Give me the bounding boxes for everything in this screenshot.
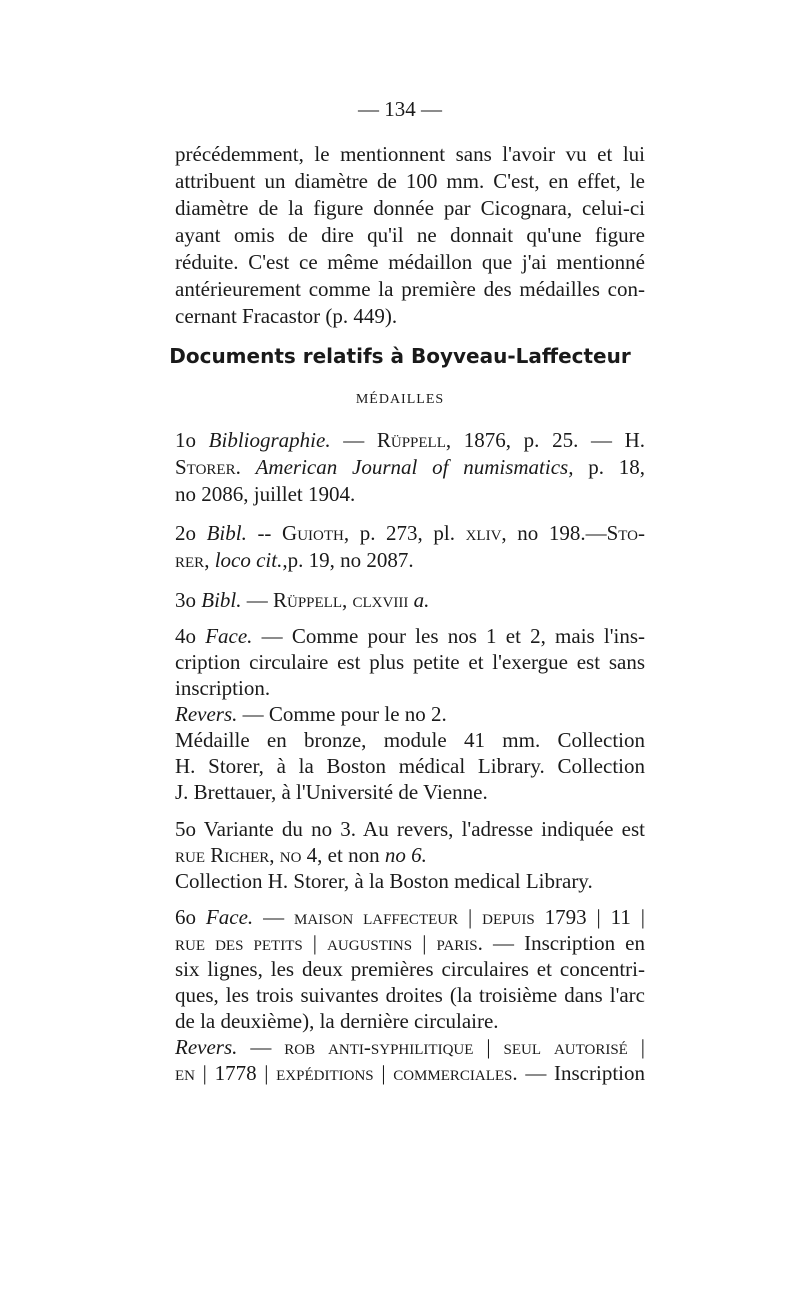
intro-line-1: précédemment, le mentionnent sans l'avoir vu et lui (175, 142, 645, 166)
entry-5-line-1: 5o Variante du no 3. Au revers, l'adresse indiquée est (175, 817, 645, 841)
entry-6-line-1: 6o Face. — maison laffecteur | depuis 1793 | 11 | (175, 905, 645, 929)
entry-3-line-1: 3o Bibl. — Rüppell, clxviii a. (175, 588, 430, 612)
intro-line-6: antérieurement comme la première des médailles con- (175, 277, 645, 301)
entry-6-line-4: ques, les trois suivantes droites (la troisième dans l'arc (175, 983, 645, 1007)
entry-4-line-7: J. Brettauer, à l'Université de Vienne. (175, 780, 488, 804)
intro-line-4: ayant omis de dire qu'il ne donnait qu'une figure (175, 223, 645, 247)
entry-4-line-5: Médaille en bronze, module 41 mm. Collection (175, 728, 645, 752)
entry-6-line-7: en | 1778 | expéditions | commerciales. — Inscription (175, 1061, 645, 1085)
entry-2-line-1: 2o Bibl. -- Guioth, p. 273, pl. xliv, no 198.—Sto- (175, 521, 645, 545)
entry-4-line-1: 4o Face. — Comme pour les nos 1 et 2, mais l'ins- (175, 624, 646, 648)
entry-1-line-2: Storer. American Journal of numismatics, p. 18, (175, 455, 646, 479)
entry-4-line-3: inscription. (175, 676, 271, 700)
intro-line-5: réduite. C'est ce même médaillon que j'ai mentionné (175, 250, 645, 274)
entry-6-line-3: six lignes, les deux premières circulaires et concentri- (175, 957, 645, 981)
entry-6-line-2: rue des petits | augustins | paris. — Inscription en (175, 931, 646, 955)
section-title: Documents relatifs à Boyveau-Laffecteur (169, 344, 631, 368)
page-number: — 134 — (358, 97, 442, 121)
entry-1-line-3: no 2086, juillet 1904. (175, 482, 356, 506)
section-subtitle: MÉDAILLES (355, 392, 445, 407)
intro-line-2: attribuent un diamètre de 100 mm. C'est, en effet, le (175, 169, 645, 193)
entry-2-line-2: rer, loco cit.,p. 19, no 2087. (175, 548, 414, 572)
entry-6-line-5: de la deuxième), la dernière circulaire. (175, 1009, 499, 1033)
entry-4-line-4: Revers. — Comme pour le no 2. (175, 702, 447, 726)
entry-5-line-2: rue Richer, no 4, et non no 6. (175, 843, 427, 867)
entry-6-line-6: Revers. — rob anti-syphilitique | seul autorisé | (175, 1035, 645, 1059)
intro-line-3: diamètre de la figure donnée par Cicognara, celui-ci (175, 196, 645, 220)
intro-line-7: cernant Fracastor (p. 449). (175, 304, 398, 328)
entry-5-line-3: Collection H. Storer, à la Boston medical Library. (175, 869, 593, 893)
entry-4-line-2: cription circulaire est plus petite et l'exergue est sans (175, 650, 645, 674)
entry-1-line-1: 1o Bibliographie. — Rüppell, 1876, p. 25. — H. (175, 428, 646, 452)
entry-4-line-6: H. Storer, à la Boston médical Library. Collection (175, 754, 645, 778)
